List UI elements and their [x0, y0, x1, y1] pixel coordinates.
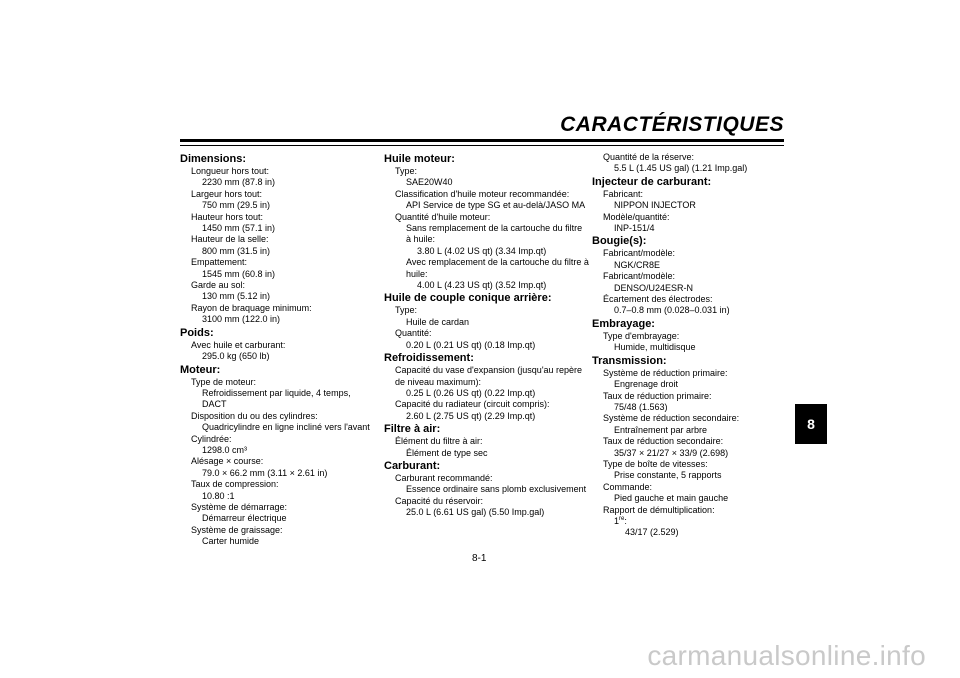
spec-label: Élément du filtre à air:: [395, 436, 483, 447]
spec-value: 10.80 :1: [202, 490, 235, 501]
section-carburant: [384, 460, 589, 519]
spec-label: Largeur hors tout:: [191, 188, 263, 199]
spec-value: 1545 mm (60.8 in): [202, 268, 276, 279]
spec-value: Huile de cardan: [406, 316, 470, 327]
spec-label: Type:: [395, 305, 418, 316]
spec-label: Quantité d'huile moteur:: [395, 211, 491, 222]
spec-value: 35/37 × 21/27 × 33/9 (2.698): [614, 447, 729, 458]
section-reserve: [592, 152, 782, 175]
spec-label: Alésage × course:: [191, 456, 264, 467]
spec-label: Quantité:: [395, 328, 432, 339]
gear-1-label: [592, 516, 782, 527]
spec-value: 0.20 L (0.21 US qt) (0.18 Imp.qt): [406, 339, 536, 350]
gear-1-colon: :: [624, 515, 627, 526]
section-title-poids: Poids:: [180, 326, 214, 339]
spec-label: Fabricant/modèle:: [603, 248, 676, 259]
spec-value: SAE20W40: [406, 177, 453, 188]
spec-label: Système de graissage:: [191, 524, 283, 535]
gear-1-superscript: re: [619, 515, 625, 522]
column-2: [384, 152, 589, 519]
section-poids: [180, 327, 375, 363]
spec-label: Classification d'huile moteur recommandée:: [395, 188, 570, 199]
section-embrayage: [592, 318, 782, 354]
spec-label: Type de moteur:: [191, 376, 257, 387]
spec-label: Hauteur de la selle:: [191, 234, 269, 245]
spec-label: Empattement:: [191, 257, 248, 268]
spec-label: Rapport de démultiplication:: [603, 504, 715, 515]
section-title-filtre-air: Filtre à air:: [384, 423, 441, 436]
spec-value: NGK/CR8E: [614, 259, 661, 270]
spec-label: Rayon de braquage minimum:: [191, 302, 312, 313]
spec-sublabel: Avec remplacement de la cartouche du filtre à huile:: [406, 257, 589, 279]
spec-value: Prise constante, 5 rapports: [614, 470, 722, 481]
spec-value: 25.0 L (6.61 US gal) (5.50 Imp.gal): [406, 507, 545, 518]
spec-label: Type de boîte de vitesses:: [603, 458, 708, 469]
spec-label: Capacité du radiateur (circuit compris):: [395, 399, 550, 410]
spec-value: 1450 mm (57.1 in): [202, 223, 276, 234]
section-filtre-air: [384, 423, 589, 459]
section-title-carburant: Carburant:: [384, 459, 441, 472]
spec-value: 2230 mm (87.8 in): [202, 177, 276, 188]
section-title-huile-moteur: Huile moteur:: [384, 153, 455, 165]
spec-label: Système de démarrage:: [191, 501, 288, 512]
spec-label: Système de réduction secondaire:: [603, 413, 740, 424]
spec-label: Quantité de la réserve:: [603, 152, 695, 162]
spec-value: 3.80 L (4.02 US qt) (3.34 Imp.qt): [417, 245, 547, 256]
title-rule-thick: [180, 139, 784, 142]
spec-label: Disposition du ou des cylindres:: [191, 410, 318, 421]
spec-value: 5.5 L (1.45 US gal) (1.21 Imp.gal): [614, 163, 748, 174]
spec-value: Humide, multidisque: [614, 342, 696, 353]
spec-label: Capacité du vase d'expansion (jusqu'au repère de niveau maximum):: [395, 365, 583, 387]
spec-label: Type:: [395, 166, 418, 176]
spec-value: Entraînement par arbre: [614, 424, 708, 435]
spec-value: Carter humide: [202, 536, 260, 547]
spec-sublabel: Sans remplacement de la cartouche du filtre à huile:: [406, 223, 583, 245]
spec-label: Longueur hors tout:: [191, 166, 270, 176]
spec-value: 4.00 L (4.23 US qt) (3.52 Imp.qt): [417, 280, 547, 291]
spec-value: 750 mm (29.5 in): [202, 200, 271, 211]
spec-value: 295.0 kg (650 lb): [202, 351, 270, 362]
spec-label: Cylindrée:: [191, 433, 232, 444]
section-injecteur: [592, 176, 782, 235]
section-refroidissement: [384, 352, 589, 422]
section-title-moteur: Moteur:: [180, 363, 221, 376]
section-title-refroidissement: Refroidissement:: [384, 352, 474, 365]
title-rule-thin: [180, 145, 784, 146]
spec-label: Garde au sol:: [191, 280, 246, 291]
spec-label: Fabricant/modèle:: [603, 271, 676, 282]
page-number: 8-1: [472, 553, 487, 564]
spec-label: Commande:: [603, 481, 653, 492]
gear-1-number: 1: [614, 515, 620, 526]
spec-value: 75/48 (1.563): [614, 401, 668, 412]
spec-label: Capacité du réservoir:: [395, 495, 484, 506]
section-title-embrayage: Embrayage:: [592, 317, 655, 330]
spec-label: Hauteur hors tout:: [191, 211, 264, 222]
spec-value: 800 mm (31.5 in): [202, 245, 271, 256]
spec-value: Démarreur électrique: [202, 513, 287, 524]
spec-value: Refroidissement par liquide, 4 temps, DACT: [202, 387, 351, 410]
spec-label: Modèle/quantité:: [603, 211, 670, 222]
section-transmission: [592, 355, 782, 539]
spec-value: Pied gauche et main gauche: [614, 493, 729, 504]
spec-value: DENSO/U24ESR-N: [614, 282, 694, 293]
spec-value: Quadricylindre en ligne incliné vers l'avant: [202, 422, 370, 433]
spec-value: INP-151/4: [614, 223, 655, 234]
spec-value: 43/17 (2.529): [625, 527, 679, 538]
section-title-bougies: Bougie(s):: [592, 235, 647, 248]
spec-label: Avec huile et carburant:: [191, 339, 286, 350]
spec-label: Fabricant:: [603, 188, 644, 199]
spec-value: API Service de type SG et au-delà/JASO MA: [406, 200, 586, 211]
spec-value: 0.7–0.8 mm (0.028–0.031 in): [614, 305, 730, 316]
spec-value: 2.60 L (2.75 US qt) (2.29 Imp.qt): [406, 410, 536, 421]
section-bougies: [592, 235, 782, 316]
spec-value: 79.0 × 66.2 mm (3.11 × 2.61 in): [202, 467, 328, 478]
spec-label: Système de réduction primaire:: [603, 367, 728, 378]
spec-value: 130 mm (5.12 in): [202, 291, 271, 302]
spec-label: Écartement des électrodes:: [603, 294, 713, 305]
column-3: [592, 152, 782, 539]
section-title-transmission: Transmission:: [592, 354, 667, 367]
spec-value: NIPPON INJECTOR: [614, 200, 696, 211]
page-title: CARACTÉRISTIQUES: [560, 113, 784, 136]
spec-label: Taux de compression:: [191, 479, 279, 490]
watermark: carmanualsonline.info: [647, 640, 926, 671]
spec-value: 1298.0 cm³: [202, 444, 248, 455]
section-moteur: [180, 364, 375, 548]
section-huile-couple: [384, 292, 589, 351]
spec-value: Élément de type sec: [406, 447, 488, 458]
section-title-dimensions: Dimensions:: [180, 153, 247, 165]
section-title-injecteur: Injecteur de carburant:: [592, 175, 712, 188]
chapter-tab: 8: [795, 404, 827, 444]
spec-value: 3100 mm (122.0 in): [202, 314, 281, 325]
section-huile-moteur: [384, 153, 589, 291]
column-1: [180, 152, 375, 548]
spec-value: 0.25 L (0.26 US qt) (0.22 Imp.qt): [406, 387, 536, 398]
spec-label: Carburant recommandé:: [395, 472, 493, 483]
section-dimensions: [180, 153, 375, 326]
spec-value: Engrenage droit: [614, 379, 679, 390]
section-title-huile-couple: Huile de couple conique arrière:: [384, 292, 552, 305]
spec-label: Taux de réduction secondaire:: [603, 436, 724, 447]
spec-label: Taux de réduction primaire:: [603, 390, 712, 401]
spec-label: Type d'embrayage:: [603, 330, 680, 341]
spec-value: Essence ordinaire sans plomb exclusivement: [406, 484, 587, 495]
